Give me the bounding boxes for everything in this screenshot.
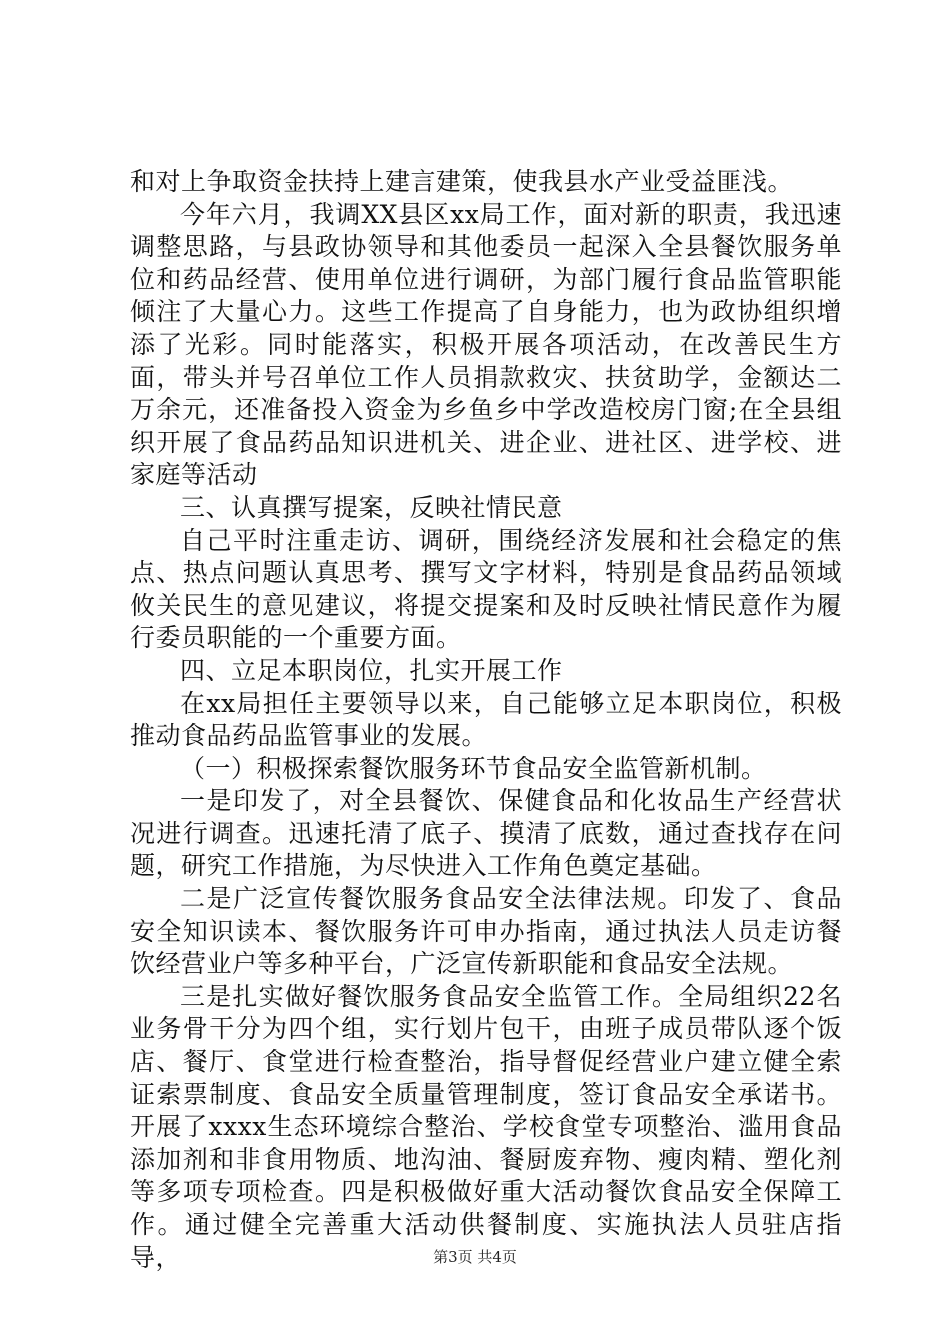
section-heading: 四、立足本职岗位，扎实开展工作	[180, 655, 563, 685]
subsection-heading: （一）积极探索餐饮服务环节食品安全监管新机制。	[180, 753, 767, 783]
paragraph: 三是扎实做好餐饮服务食品安全监管工作。全局组织22名业务骨干分为四个组，实行划片包干，由班子成员带队逐个饭店、餐厅、食堂进行检查整治，指导督促经营业户建立健全索证索票制度、食品安全质量管理制度，签订食品安全承诺书。开展了xxxx生态环境综合整治、学校食堂专项整治、滥用食品添加剂和非食用物质、地沟油、餐厨废弃物、瘦肉精、塑化剂等多项专项检查。四是积极做好重大活动餐饮食品安全保障工作。通过健全完善重大活动供餐制度、实施执法人员驻店指导，	[130, 981, 842, 1272]
paragraph: 二是广泛宣传餐饮服务食品安全法律法规。印发了、食品安全知识读本、餐饮服务许可申办指南，通过执法人员走访餐饮经营业户等多种平台，广泛宣传新职能和食品安全法规。	[130, 884, 842, 979]
document-body	[130, 166, 842, 1274]
page-number: 第3页 共4页	[433, 1248, 517, 1266]
page-footer	[0, 1246, 950, 1267]
paragraph: 一是印发了，对全县餐饮、保健食品和化妆品生产经营状况进行调查。迅速托清了底子、摸清了底数，通过查找存在问题，研究工作措施，为尽快进入工作角色奠定基础。	[130, 786, 842, 881]
paragraph: 和对上争取资金扶持上建言建策，使我县水产业受益匪浅。	[130, 167, 794, 196]
paragraph: 在xx局担任主要领导以来，自己能够立足本职岗位，积极推动食品药品监管事业的发展。	[130, 688, 842, 751]
paragraph: 今年六月，我调XX县区xx局工作，面对新的职责，我迅速调整思路，与县政协领导和其他委员一起深入全县餐饮服务单位和药品经营、使用单位进行调研，为部门履行食品监管职能倾注了大量心力。这些工作提高了自身能力，也为政协组织增添了光彩。同时能落实，积极开展各项活动，在改善民生方面，带头并号召单位工作人员捐款救灾、扶贫助学，金额达二万余元，还准备投入资金为乡鱼乡中学改造校房门窗;在全县组织开展了食品药品知识进机关、进企业、进社区、进学校、进家庭等活动	[130, 199, 842, 490]
section-heading: 三、认真撰写提案，反映社情民意	[180, 492, 563, 522]
paragraph: 自己平时注重走访、调研，围绕经济发展和社会稳定的焦点、热点问题认真思考、撰写文字材料，特别是食品药品领域攸关民生的意见建议，将提交提案和及时反映社情民意作为履行委员职能的一个重要方面。	[130, 525, 842, 653]
